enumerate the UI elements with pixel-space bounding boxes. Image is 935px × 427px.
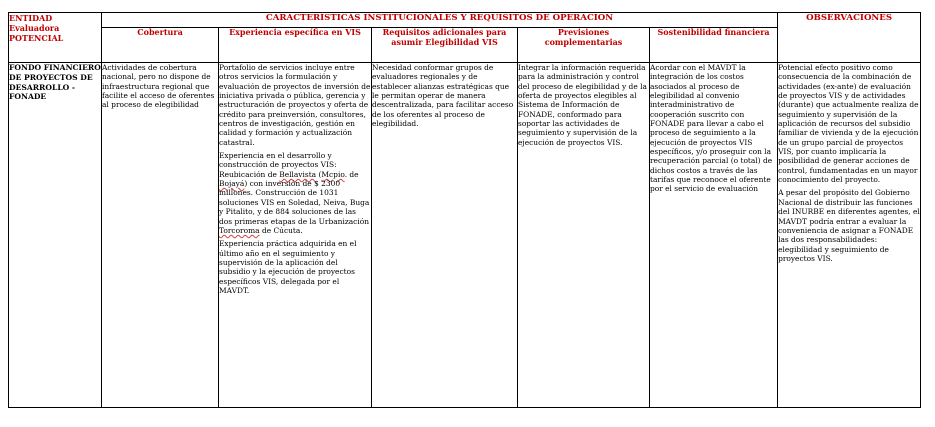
experiencia-p2-text: . de bbox=[344, 169, 359, 179]
header-experiencia: Experiencia específica en VIS bbox=[219, 28, 372, 63]
header-previsiones: Previsiones complementarias bbox=[518, 28, 650, 63]
experiencia-p2-text: ( bbox=[316, 169, 322, 179]
header-sostenibilidad: Sostenibilidad financiera bbox=[650, 28, 778, 63]
experiencia-p2-text: de Cúcuta. bbox=[259, 225, 303, 235]
entity-name bbox=[9, 63, 102, 408]
header-entity: ENTIDAD Evaluadora POTENCIAL bbox=[9, 13, 102, 63]
experiencia-p1: Portafolio de servicios incluye entre otros servicios la formulación y evaluación de proyectos de inversión de iniciativa privada o pública, gerencia y estructuración de proyectos y oferta de crédito para preinversión, consultores, centros de investigación, gestión en calidad y formación y actualización catastral. bbox=[219, 63, 371, 147]
header-cobertura: Cobertura bbox=[102, 28, 219, 63]
experiencia-p2-place: Bojayá bbox=[219, 179, 245, 189]
experiencia-p2-place: Torcoroma bbox=[219, 225, 260, 235]
experiencia-p3: Experiencia práctica adquirida en el último año en el seguimiento y supervisión de la aplicación del subsidio y la ejecución de proyectos específicos VIS, delegada por el MAVDT. bbox=[219, 239, 357, 295]
experiencia-p2 bbox=[219, 151, 371, 235]
requisitos-cell bbox=[372, 63, 518, 408]
experiencia-p2-place: Bellavista bbox=[279, 169, 317, 179]
previsiones-text: Integrar la información requerida para la administración y control del proceso de elegibilidad y de la oferta de proyectos elegibles al Sistema de Información de FONADE, conformado para soportar las actividades de seguimiento y supervisión de la ejecución de proyectos VIS. bbox=[518, 63, 647, 147]
experiencia-p2-text: Experiencia en el desarrollo y construcción de proyectos VIS: Reubicación de bbox=[219, 151, 337, 179]
entity-name-text: FONDO FINANCIERO DE PROYECTOS DE DESARROLLO -FONADE bbox=[9, 63, 101, 102]
sostenibilidad-cell bbox=[650, 63, 778, 408]
observaciones-p1: Potencial efecto positivo como consecuencia de la combinación de actividades (ex-ante) de evaluación de proyectos VIS y de actividades (durante) que actualmente realiza de seguimiento y supervisión de la aplicación de recursos del subsidio familiar de vivienda y de la ejecución de un grupo parcial de proyectos VIS, por cuanto implicaría la posibilidad de generar acciones de control, fundamentadas en un mayor conocimiento del proyecto. bbox=[778, 63, 919, 185]
header-requisitos: Requisitos adicionales para asumir Elegibilidad VIS bbox=[372, 28, 518, 63]
cobertura-cell bbox=[102, 63, 219, 408]
observaciones-cell bbox=[778, 63, 921, 408]
experiencia-cell bbox=[219, 63, 372, 408]
experiencia-p2-text: ) con inversión de $ 2300 millones. Construcción de 1031 soluciones VIS en Soledad, Neiva, Buga y Pitalito, y de 884 soluciones de las dos primeras etapas de la Urbanización bbox=[219, 179, 370, 226]
header-characteristics: CARACTERÍSTICAS INSTITUCIONALES Y REQUISITOS DE OPERACION bbox=[102, 13, 778, 28]
observaciones-p2: A pesar del propósito del Gobierno Nacional de distribuir las funciones del INURBE en diferentes agentes, el MAVDT podría entrar a evaluar la conveniencia de asignar a FONADE las dos responsabilidades: elegibilidad y seguimiento de proyectos VIS. bbox=[778, 188, 920, 263]
header-observaciones: OBSERVACIONES bbox=[778, 13, 921, 63]
previsiones-cell bbox=[518, 63, 650, 408]
table-row bbox=[9, 63, 921, 408]
requisitos-text: Necesidad conformar grupos de evaluadores regionales y de establecer alianzas estratégicas que le permitan operar de manera descentralizada, para facilitar acceso de los oferentes al proceso de elegibilidad. bbox=[372, 63, 514, 129]
institutional-table bbox=[8, 12, 921, 408]
header-row-main bbox=[9, 13, 921, 28]
experiencia-p2-abbr: Mcpio bbox=[321, 169, 345, 179]
cobertura-text: Actividades de cobertura nacional, pero no dispone de infraestructura regional que facilite el acceso de oferentes al proceso de elegibilidad bbox=[102, 63, 215, 110]
sostenibilidad-text: Acordar con el MAVDT la integración de los costos asociados al proceso de elegibilidad al convenio interadministrativo de cooperación suscrito con FONADE para llevar a cabo el proceso de seguimiento a la ejecución de proyectos VIS específicos, y/o proseguir con la recuperación parcial (o total) de dichos costos a través de las tarifas que reconoce el oferente por el servicio de evaluación bbox=[650, 63, 773, 194]
